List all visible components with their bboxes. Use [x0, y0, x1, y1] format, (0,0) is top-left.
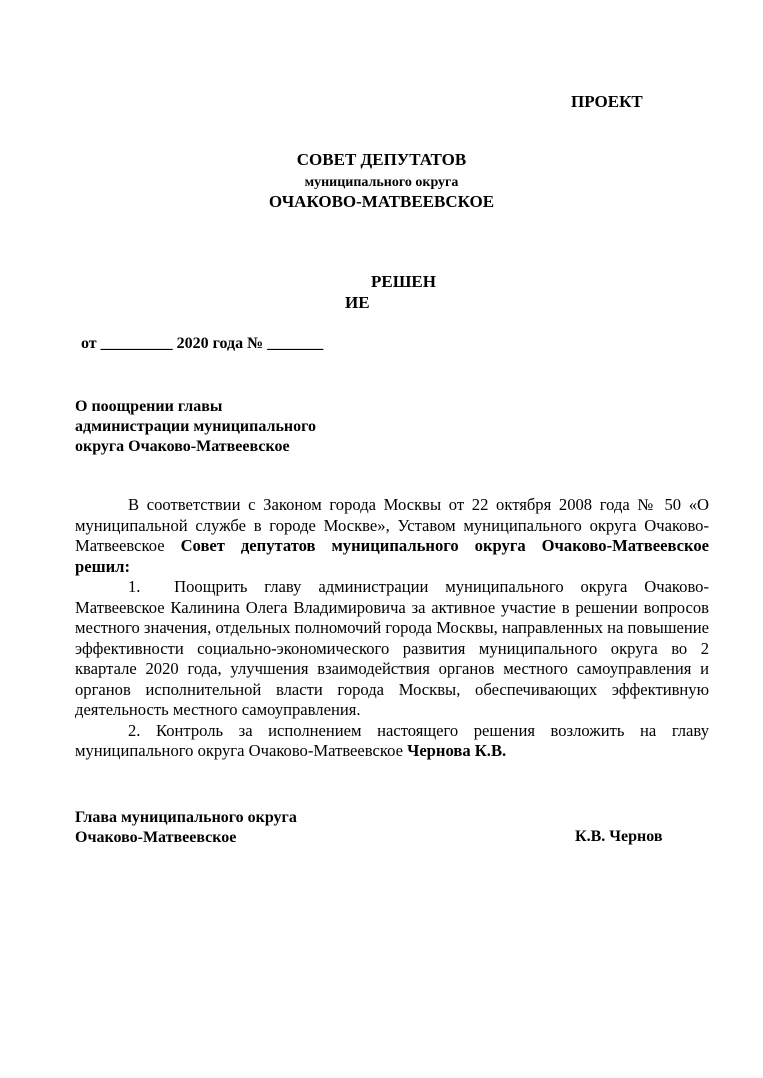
- signature-position-line: Очаково-Матвеевское: [75, 829, 237, 846]
- decision-item-1: 1. Поощрить главу администрации муниципального округа Очаково-Матвеевское Калинина Олега Владимировича за активное участие в решении вопросов местного значения, отдельных полномочий города Москвы, направленных на повышение эффективности социально-экономического развития муниципального округа во 2 квартале 2020 года, улучшения взаимодействия органов местного самоуправления и органов исполнительной власти города Москвы, обеспечивающих эффективную деятельность местного самоуправления.: [75, 577, 709, 719]
- preamble-paragraph: [75, 495, 709, 577]
- date-number-line: от _________ 2020 года № _______: [81, 335, 324, 352]
- subject-line: О поощрении главы: [75, 398, 223, 415]
- preamble-text: В соответствии с Законом города Москвы от 22 октября 2008 года № 50 «О муниципальной службе в городе Москве», Уставом муниципального округа Очаково-Матвеевское: [75, 495, 709, 555]
- subject-line: округа Очаково-Матвеевское: [75, 438, 290, 455]
- decision-body: [75, 495, 709, 762]
- resolution-phrase: Совет депутатов муниципального округа Очаково-Матвеевское решил:: [75, 536, 709, 576]
- item-2-text: 2. Контроль за исполнением настоящего решения возложить на главу муниципального округа Очаково-Матвеевское: [75, 720, 709, 760]
- district-subtitle: муниципального округа: [304, 175, 459, 190]
- signature-name: К.В. Чернов: [575, 828, 663, 845]
- document-status-stamp: ПРОЕКТ: [571, 92, 643, 111]
- okrug-name: ОЧАКОВО-МАТВЕЕВСКОЕ: [268, 192, 495, 211]
- responsible-person: Чернова К.В.: [407, 741, 507, 760]
- decision-subject: [75, 397, 316, 457]
- decision-item-2: [75, 721, 709, 762]
- decision-heading-part2: ИЕ: [345, 293, 370, 312]
- signature-block-title: [75, 808, 297, 848]
- subject-line: администрации муниципального: [75, 418, 317, 435]
- council-title: СОВЕТ ДЕПУТАТОВ: [296, 150, 467, 169]
- signature-position-line: Глава муниципального округа: [75, 809, 297, 826]
- decision-heading-part1: РЕШЕН: [371, 272, 436, 291]
